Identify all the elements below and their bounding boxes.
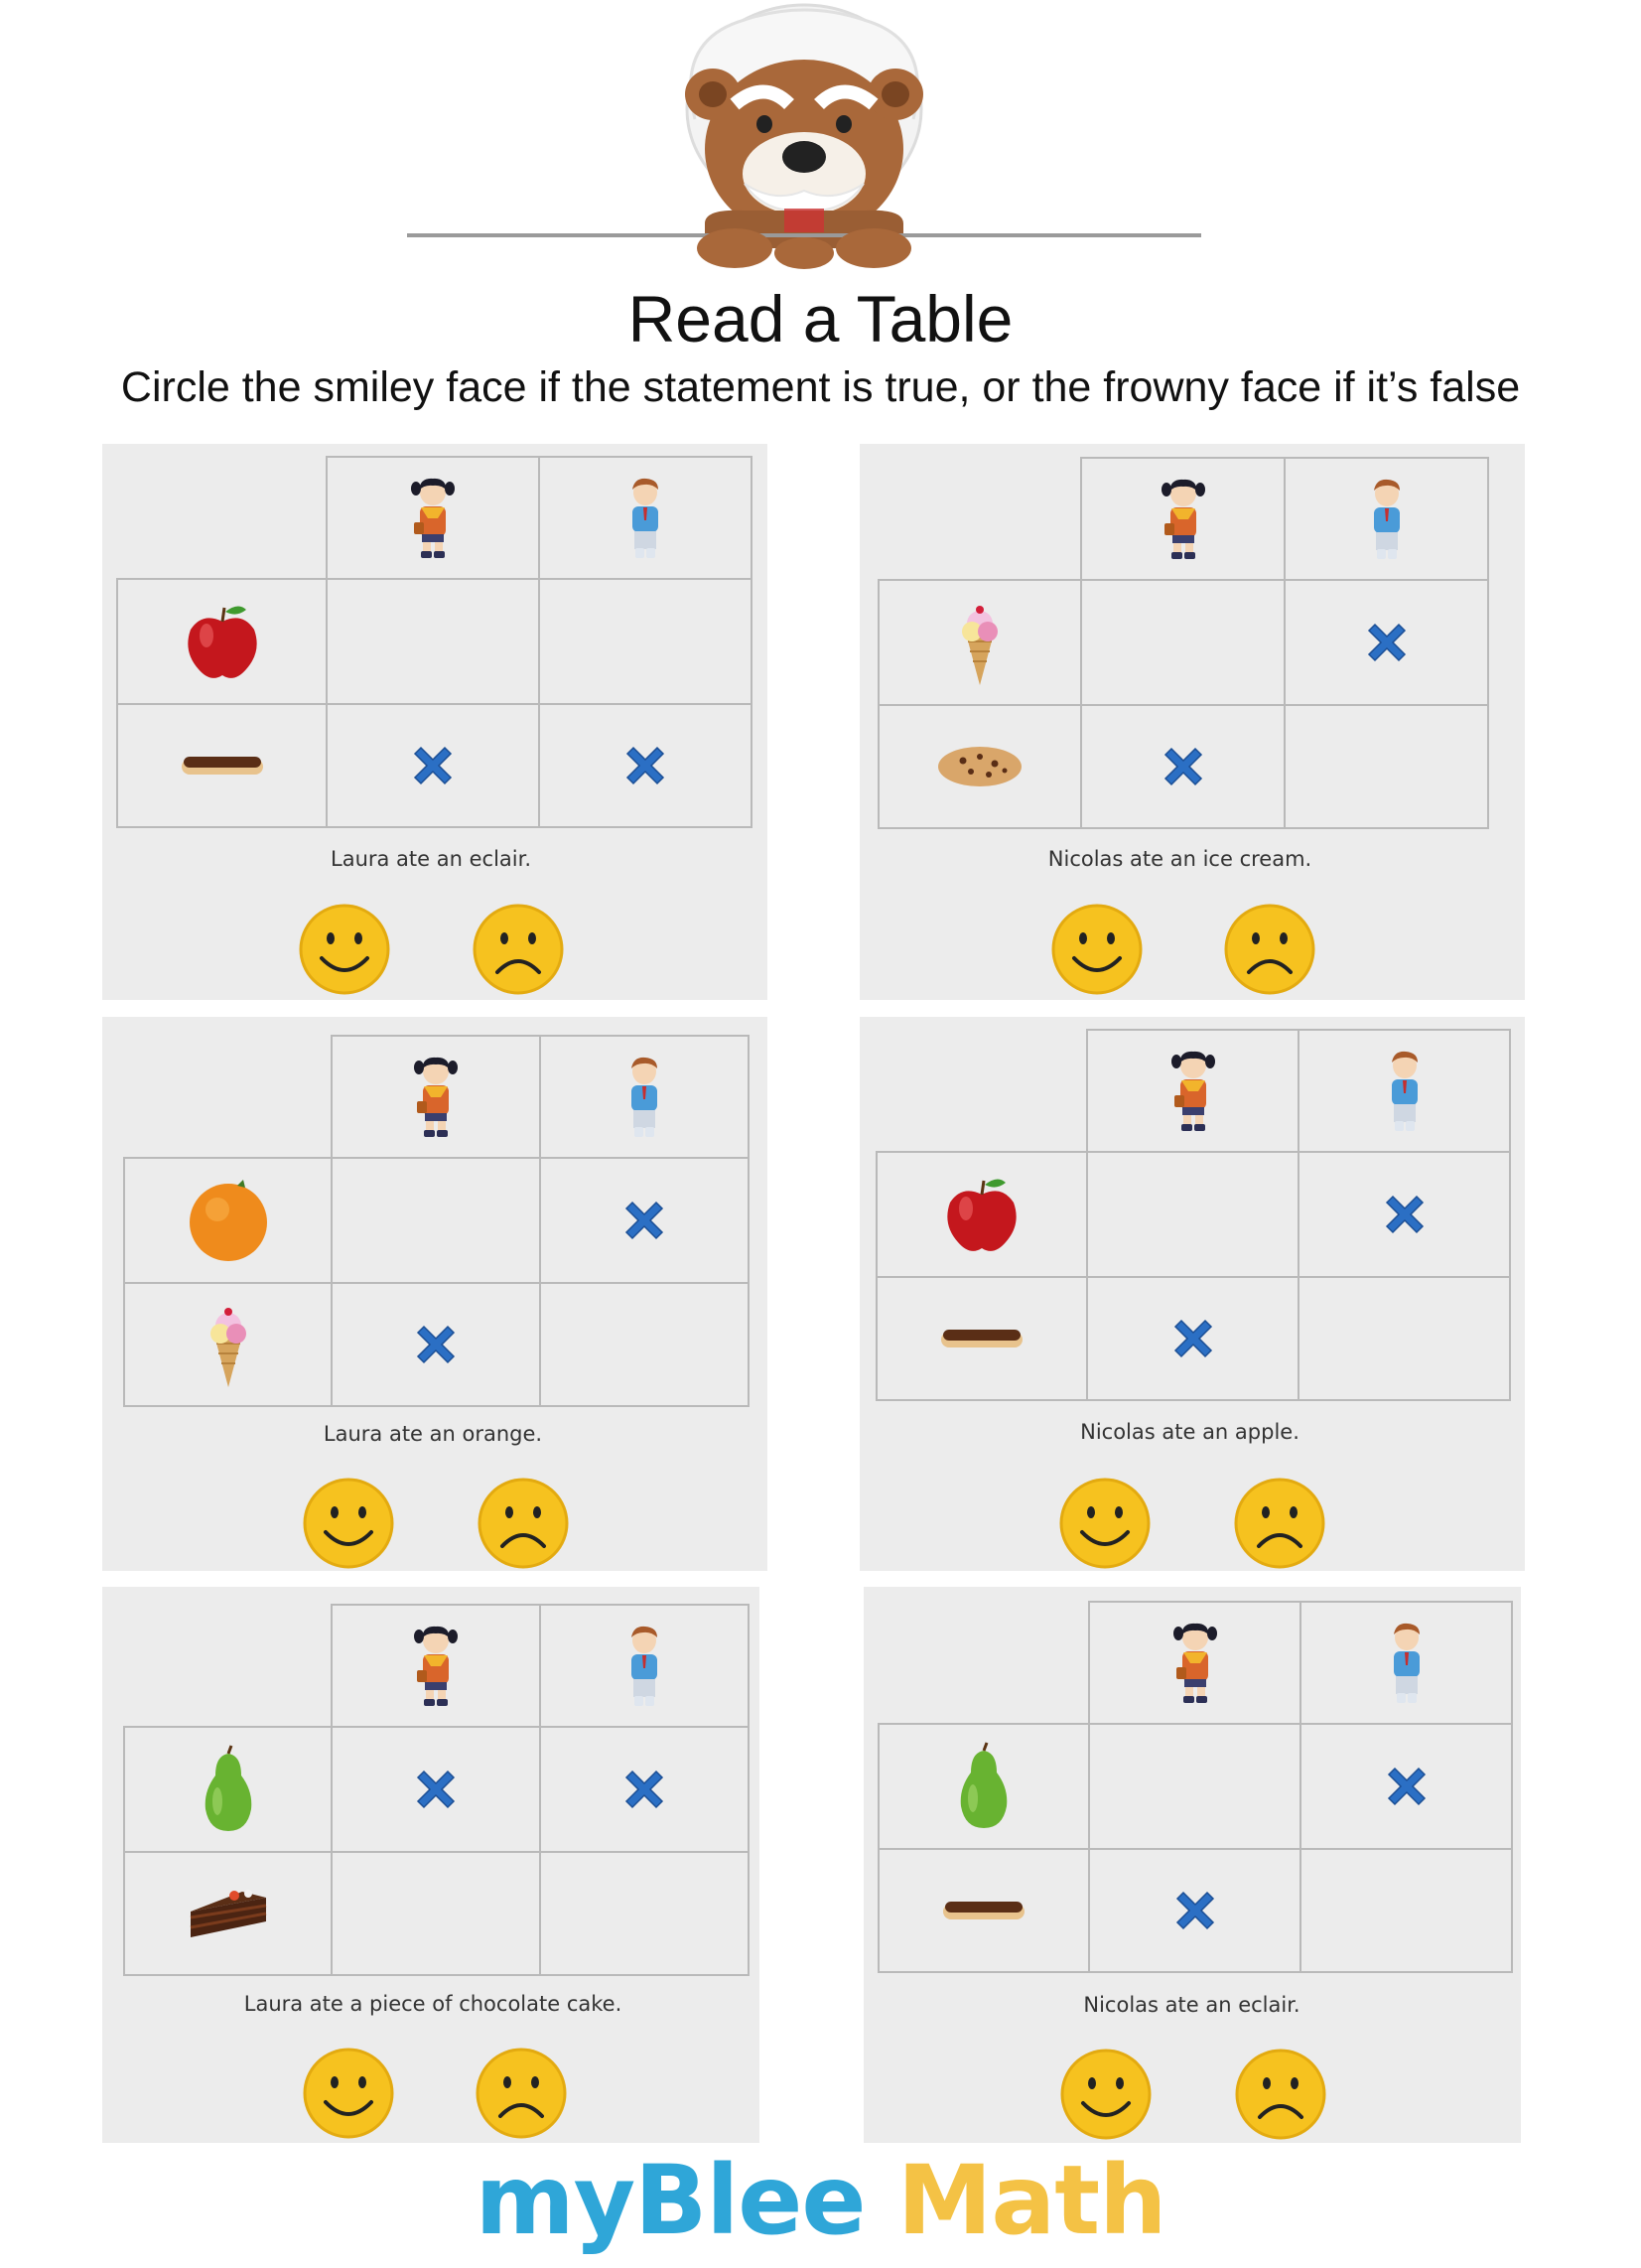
table-cell	[327, 704, 539, 827]
ice-cream-icon	[125, 1300, 331, 1389]
column-header	[332, 1605, 540, 1727]
exercise-panel-5	[102, 1587, 759, 2143]
apple-icon	[118, 600, 326, 683]
column-header	[1285, 458, 1488, 580]
food-table	[116, 456, 752, 828]
eclair-icon	[878, 1324, 1086, 1353]
cross-mark-icon	[540, 742, 751, 789]
smiley-face-icon[interactable]	[302, 1477, 395, 1570]
row-header	[124, 1283, 332, 1406]
row-header	[124, 1158, 332, 1283]
eclair-icon	[118, 751, 326, 780]
table-cell	[1089, 1849, 1300, 1972]
cross-mark-icon	[541, 1197, 748, 1244]
row-header	[117, 704, 327, 827]
statement-text: Nicolas ate an ice cream.	[1047, 847, 1312, 871]
apple-icon	[878, 1173, 1086, 1256]
column-header	[539, 457, 752, 579]
statement-text: Laura ate a piece of chocolate cake.	[243, 1992, 622, 2016]
column-header	[1089, 1602, 1300, 1724]
cross-mark-icon	[333, 1321, 539, 1368]
chocolate-cake-icon	[125, 1884, 331, 1943]
row-header	[879, 1724, 1089, 1849]
statement-text: Nicolas ate an eclair.	[1083, 1993, 1300, 2017]
girl-icon	[333, 1056, 539, 1139]
girl-icon	[328, 477, 538, 560]
column-header	[1081, 458, 1285, 580]
bear-mascot-logo	[407, 0, 1201, 273]
table-cell	[1089, 1724, 1300, 1849]
row-header	[124, 1727, 332, 1852]
row-header	[879, 1849, 1089, 1972]
exercise-panel-1	[102, 444, 767, 1000]
table-cell	[1285, 705, 1488, 828]
smiley-face-icon[interactable]	[1058, 1477, 1152, 1570]
food-table	[123, 1035, 750, 1407]
table-cell	[540, 1727, 749, 1852]
food-table	[123, 1604, 750, 1976]
corner-cell	[124, 1605, 332, 1727]
corner-cell	[117, 457, 327, 579]
frowny-face-icon[interactable]	[472, 903, 565, 996]
table-cell	[1285, 580, 1488, 705]
column-header	[1300, 1602, 1512, 1724]
girl-icon	[1090, 1622, 1299, 1705]
corner-cell	[879, 458, 1081, 580]
cross-mark-icon	[1299, 1191, 1509, 1238]
frowny-face-icon[interactable]	[475, 2047, 568, 2140]
column-header	[1087, 1030, 1299, 1152]
exercise-panel-6	[864, 1587, 1521, 2143]
cross-mark-icon	[1286, 619, 1487, 666]
column-header	[332, 1036, 540, 1158]
table-cell	[1299, 1277, 1510, 1400]
cross-mark-icon	[1082, 743, 1284, 790]
cross-mark-icon	[1088, 1315, 1298, 1362]
table-cell	[332, 1852, 540, 1975]
corner-cell	[124, 1036, 332, 1158]
statement-text: Nicolas ate an apple.	[1080, 1420, 1299, 1444]
smiley-face-icon[interactable]	[302, 2047, 395, 2140]
frowny-face-icon[interactable]	[477, 1477, 570, 1570]
girl-icon	[1082, 478, 1284, 561]
smiley-face-icon[interactable]	[1050, 903, 1144, 996]
table-cell	[327, 579, 539, 704]
table-cell	[539, 579, 752, 704]
brand-name-part2: Math	[896, 2145, 1166, 2256]
girl-icon	[1088, 1050, 1298, 1133]
brand-logo	[0, 2145, 1641, 2256]
table-cell	[1087, 1277, 1299, 1400]
frowny-face-icon[interactable]	[1223, 903, 1316, 996]
girl-icon	[333, 1625, 539, 1708]
orange-icon	[125, 1178, 331, 1263]
cross-mark-icon	[1301, 1763, 1511, 1810]
table-cell	[332, 1727, 540, 1852]
pear-icon	[125, 1744, 331, 1835]
smiley-face-icon[interactable]	[1059, 2048, 1153, 2141]
row-header	[877, 1152, 1087, 1277]
smiley-face-icon[interactable]	[298, 903, 391, 996]
boy-icon	[1299, 1050, 1509, 1133]
exercise-panel-3	[102, 1017, 767, 1571]
row-header	[117, 579, 327, 704]
row-header	[879, 580, 1081, 705]
row-header	[124, 1852, 332, 1975]
cross-mark-icon	[1090, 1887, 1299, 1934]
table-cell	[332, 1158, 540, 1283]
boy-icon	[541, 1625, 748, 1708]
table-cell	[540, 1852, 749, 1975]
boy-icon	[1301, 1622, 1511, 1705]
boy-icon	[1286, 478, 1487, 561]
table-cell	[1300, 1849, 1512, 1972]
food-table	[878, 1601, 1513, 1973]
statement-text: Laura ate an orange.	[323, 1422, 543, 1446]
table-cell	[539, 704, 752, 827]
corner-cell	[877, 1030, 1087, 1152]
page-title: Read a Table	[627, 282, 1014, 355]
table-cell	[540, 1283, 749, 1406]
pear-icon	[880, 1741, 1088, 1832]
row-header	[879, 705, 1081, 828]
column-header	[540, 1605, 749, 1727]
exercise-panel-2	[860, 444, 1525, 1000]
table-cell	[1081, 705, 1285, 828]
table-cell	[1087, 1152, 1299, 1277]
boy-icon	[541, 1056, 748, 1139]
ice-cream-icon	[880, 598, 1080, 687]
frowny-face-icon[interactable]	[1234, 2048, 1327, 2141]
frowny-face-icon[interactable]	[1233, 1477, 1326, 1570]
brand-name-part1: myBlee	[475, 2145, 866, 2256]
corner-cell	[879, 1602, 1089, 1724]
statement-text: Laura ate an eclair.	[331, 847, 531, 871]
cross-mark-icon	[541, 1766, 748, 1813]
table-cell	[1300, 1724, 1512, 1849]
food-table	[876, 1029, 1511, 1401]
instructions: Circle the smiley face if the statement is true, or the frowny face if it’s false	[120, 363, 1521, 411]
eclair-icon	[880, 1896, 1088, 1925]
row-header	[877, 1277, 1087, 1400]
table-cell	[332, 1283, 540, 1406]
column-header	[1299, 1030, 1510, 1152]
table-cell	[540, 1158, 749, 1283]
table-cell	[1299, 1152, 1510, 1277]
column-header	[540, 1036, 749, 1158]
cross-mark-icon	[328, 742, 538, 789]
exercise-panel-4	[860, 1017, 1525, 1571]
column-header	[327, 457, 539, 579]
cross-mark-icon	[333, 1766, 539, 1813]
table-cell	[1081, 580, 1285, 705]
cookie-icon	[880, 744, 1080, 789]
boy-icon	[540, 477, 751, 560]
food-table	[878, 457, 1489, 829]
